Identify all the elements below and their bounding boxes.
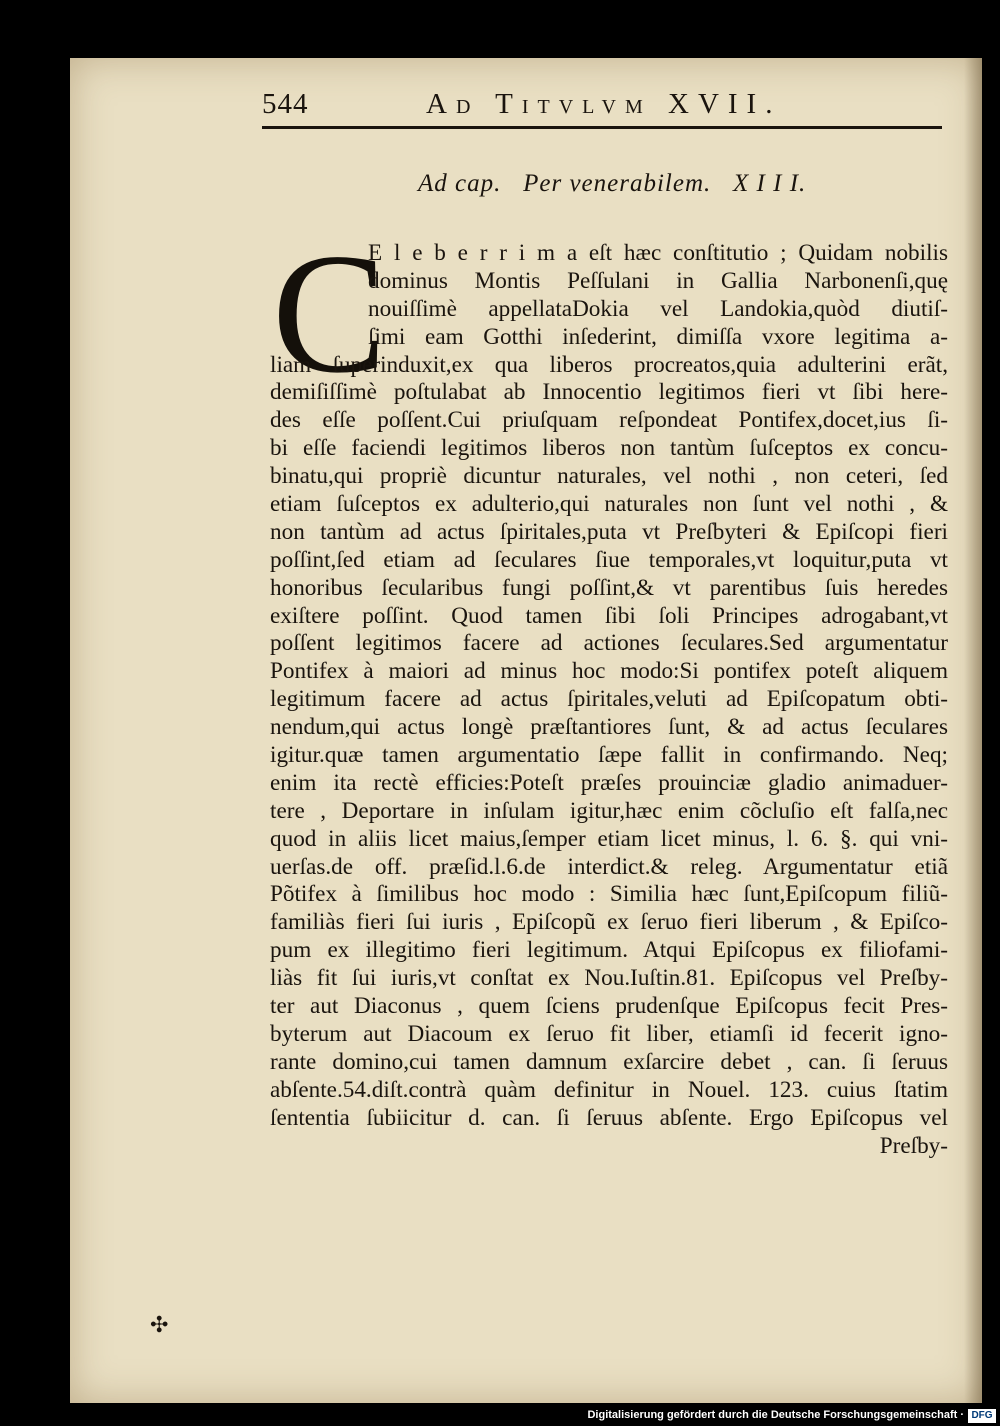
text-line: byterum aut Diacoum ex ſeruo fit liber, etiamſi id fecerit igno- [270, 1020, 948, 1047]
text-line: poſſint,ſed etiam ad ſeculares ſiue temporales,vt loquitur,puta vt [270, 546, 948, 573]
text-line: dominus Montis Peſſulani in Gallia Narbonenſi,quę [368, 267, 948, 294]
text-line: liàs fit ſui iuris,vt conſtat ex Nou.Iuſtin.81. Epiſcopus vel Preſby- [270, 965, 948, 992]
text-line: abſente.54.diſt.contrà quàm definitur in Nouel. 123. cuius ſtatim [270, 1076, 948, 1103]
text-line: non tantùm ad actus ſpiritales,puta vt Preſbyteri & Epiſcopi fieri [270, 518, 948, 545]
catchword: Preſby- [879, 1132, 948, 1159]
text-line: exiſtere poſſint. Quod tamen ſibi ſoli Principes adrogabant,vt [270, 602, 948, 629]
text-line: E l e b e r r i m a eſt hæc conſtitutio ; Quidam nobilis [368, 240, 948, 266]
text-line: etiam ſuſceptos ex adulterio,qui naturales non ſunt vel nothi , & [270, 491, 948, 518]
text-line: igitur.quæ tamen argumentatio ſæpe fallit in confirmando. Neq; [270, 742, 948, 769]
text-line: ſententia ſubiicitur d. can. ſi ſeruus abſente. Ergo Epiſcopus vel [270, 1104, 948, 1131]
text-line: uerſas.de off. præſid.l.6.de interdict.& releg. Argumentatur etiã [270, 853, 948, 880]
page-edge-shadow [964, 58, 982, 1403]
text-line: pum ex illegitimo fieri legitimum. Atqui Epiſcopus ex filiofami- [270, 937, 948, 964]
text-line: demiſiſſimè poſtulabat ab Innocentio legitimos fieri vt ſibi here- [270, 379, 948, 406]
text-line: Põtifex à ſimilibus hoc modo : Similia hæc ſunt,Epiſcopum filiũ- [270, 881, 948, 908]
text-line: bi eſſe faciendi legitimos liberos non tantùm ſuſceptos ex concu- [270, 435, 948, 462]
running-head-title: Ad Titvlvm XVII. [426, 88, 782, 120]
head-rule [262, 126, 942, 129]
text-line: Pontifex à maiori ad minus hoc modo:Si pontifex poteſt aliquem [270, 658, 948, 685]
page-number: 544 [262, 88, 309, 120]
digitization-footer [0, 1406, 1000, 1426]
drop-cap: C [272, 219, 387, 409]
text-line: familiàs fieri ſui iuris , Epiſcopũ ex ſeruo fieri liberum , & Epiſco- [270, 909, 948, 936]
funding-credit: Digitalisierung gefördert durch die Deutsche Forschungsgemeinschaft · [587, 1409, 964, 1421]
chapter-heading: Ad cap. Per venerabilem. X I I I. [418, 170, 807, 197]
text-line: des eſſe poſſent.Cui priuſquam reſpondeat Pontifex,docet,ius ſi- [270, 407, 948, 434]
text-line: tere , Deportare in inſulam igitur,hæc enim cõcluſio eſt falſa,nec [270, 797, 948, 824]
text-line: liam ſuperinduxit,ex qua liberos procreatos,quia adulterini erãt, [270, 351, 948, 378]
body-text [270, 240, 948, 1160]
text-line: enim ita rectè efficies:Poteſt præſes prouinciæ gladio animaduer- [270, 769, 948, 796]
text-line: nendum,qui actus longè præſtantiores ſunt, & ad actus ſeculares [270, 714, 948, 741]
text-line: ſimi eam Gotthi inſederint, dimiſſa vxore legitima a- [368, 323, 948, 350]
text-line: quod in aliis licet maius,ſemper etiam licet minus, l. 6. §. qui vni- [270, 825, 948, 852]
text-line: legitimum facere ad actus ſpiritales,veluti ad Epiſcopatum obti- [270, 686, 948, 713]
text-line: ter aut Diaconus , quem ſciens prudenſque Epiſcopus fecit Pres- [270, 993, 948, 1020]
text-line: binatu,qui propriè dicuntur naturales, vel nothi , non ceteri, ſed [270, 463, 948, 490]
text-line: poſſent legitimos facere ad actiones ſeculares.Sed argumentatur [270, 630, 948, 657]
text-line: honoribus ſecularibus fungi poſſint,& vt parentibus ſuis heredes [270, 574, 948, 601]
text-line: nouiſſimè appellataDokia vel Landokia,quòd diutiſ- [368, 295, 948, 322]
printer-ornament: ✣ [150, 1312, 169, 1337]
dfg-logo: DFG [968, 1409, 996, 1423]
running-head [262, 88, 912, 128]
text-line: rante domino,cui tamen damnum exſarcire debet , can. ſi ſeruus [270, 1048, 948, 1075]
